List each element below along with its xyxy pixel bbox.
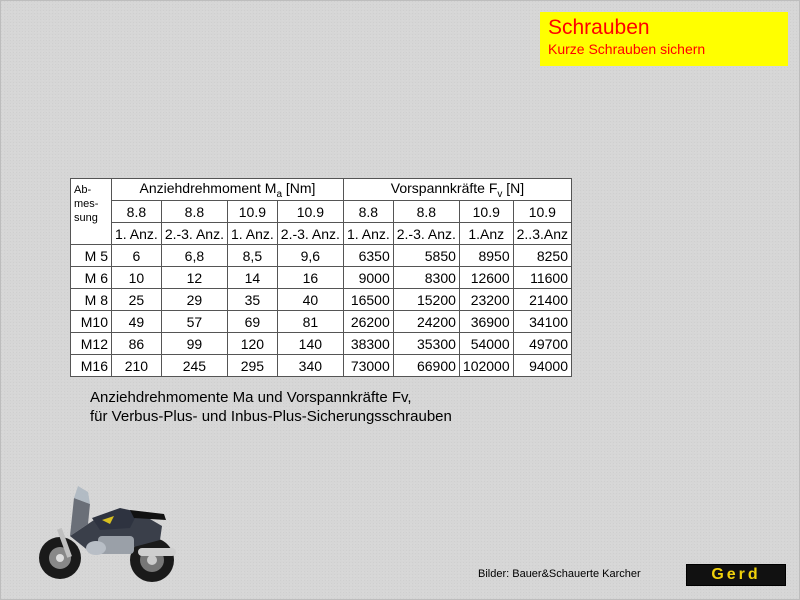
size-cell: M16 xyxy=(71,355,112,377)
value-cell: 8300 xyxy=(393,267,459,289)
size-cell: M12 xyxy=(71,333,112,355)
abmessung-header xyxy=(71,179,112,245)
data-body xyxy=(71,245,572,377)
group-preload-unit: [N] xyxy=(502,179,525,196)
value-cell: 9000 xyxy=(343,267,393,289)
table-row xyxy=(71,267,572,289)
value-cell: 25 xyxy=(112,289,162,311)
value-cell: 6,8 xyxy=(161,245,227,267)
value-cell: 8950 xyxy=(459,245,513,267)
group-preload-label: Vorspannkräfte F xyxy=(390,179,498,196)
value-cell: 9,6 xyxy=(277,245,343,267)
value-cell: 99 xyxy=(161,333,227,355)
size-cell: M 6 xyxy=(71,267,112,289)
caption xyxy=(90,388,452,426)
value-cell: 21400 xyxy=(513,289,571,311)
table-row xyxy=(71,289,572,311)
abmessung-label: Ab- mes- sung xyxy=(74,184,99,224)
value-cell: 8,5 xyxy=(227,245,277,267)
value-cell: 73000 xyxy=(343,355,393,377)
size-cell: M10 xyxy=(71,311,112,333)
value-cell: 14 xyxy=(227,267,277,289)
value-cell: 11600 xyxy=(513,267,571,289)
anz-cell: 1.Anz xyxy=(459,223,513,245)
value-cell: 16500 xyxy=(343,289,393,311)
anz-cell: 2.-3. Anz. xyxy=(161,223,227,245)
value-cell: 23200 xyxy=(459,289,513,311)
anz-row xyxy=(71,223,572,245)
value-cell: 57 xyxy=(161,311,227,333)
brand-logo: Gerd xyxy=(686,564,786,586)
value-cell: 140 xyxy=(277,333,343,355)
class-cell: 8.8 xyxy=(161,201,227,223)
anz-cell: 1. Anz. xyxy=(112,223,162,245)
class-cell: 8.8 xyxy=(393,201,459,223)
value-cell: 69 xyxy=(227,311,277,333)
value-cell: 29 xyxy=(161,289,227,311)
value-cell: 49 xyxy=(112,311,162,333)
value-cell: 6 xyxy=(112,245,162,267)
caption-line2: für Verbus-Plus- und Inbus-Plus-Sicherungsschrauben xyxy=(90,408,452,425)
value-cell: 295 xyxy=(227,355,277,377)
value-cell: 245 xyxy=(161,355,227,377)
class-cell: 10.9 xyxy=(277,201,343,223)
class-cell: 10.9 xyxy=(227,201,277,223)
value-cell: 24200 xyxy=(393,311,459,333)
title-box xyxy=(540,12,788,66)
class-cell: 10.9 xyxy=(459,201,513,223)
value-cell: 5850 xyxy=(393,245,459,267)
value-cell: 86 xyxy=(112,333,162,355)
value-cell: 26200 xyxy=(343,311,393,333)
table-row xyxy=(71,311,572,333)
anz-cell: 1. Anz. xyxy=(343,223,393,245)
motorcycle-image xyxy=(30,478,190,588)
spec-table xyxy=(70,178,572,377)
table-row xyxy=(71,355,572,377)
value-cell: 120 xyxy=(227,333,277,355)
group-torque-label: Anziehdrehmoment M xyxy=(139,179,277,196)
value-cell: 102000 xyxy=(459,355,513,377)
value-cell: 210 xyxy=(112,355,162,377)
value-cell: 340 xyxy=(277,355,343,377)
value-cell: 38300 xyxy=(343,333,393,355)
anz-cell: 2..3.Anz xyxy=(513,223,571,245)
image-credits: Bilder: Bauer&Schauerte Karcher xyxy=(478,568,641,580)
size-cell: M 5 xyxy=(71,245,112,267)
value-cell: 6350 xyxy=(343,245,393,267)
title-main: Schrauben xyxy=(548,16,650,39)
value-cell: 66900 xyxy=(393,355,459,377)
class-cell: 8.8 xyxy=(343,201,393,223)
value-cell: 16 xyxy=(277,267,343,289)
value-cell: 8250 xyxy=(513,245,571,267)
class-cell: 10.9 xyxy=(513,201,571,223)
value-cell: 34100 xyxy=(513,311,571,333)
group-preload-sub: v xyxy=(497,188,503,200)
class-row xyxy=(71,201,572,223)
value-cell: 49700 xyxy=(513,333,571,355)
value-cell: 12 xyxy=(161,267,227,289)
value-cell: 15200 xyxy=(393,289,459,311)
class-cell: 8.8 xyxy=(112,201,162,223)
group-preload-header xyxy=(343,179,571,201)
value-cell: 81 xyxy=(277,311,343,333)
anz-cell: 2.-3. Anz. xyxy=(393,223,459,245)
value-cell: 94000 xyxy=(513,355,571,377)
value-cell: 54000 xyxy=(459,333,513,355)
group-torque-header xyxy=(112,179,344,201)
value-cell: 40 xyxy=(277,289,343,311)
value-cell: 36900 xyxy=(459,311,513,333)
title-sub: Kurze Schrauben sichern xyxy=(548,41,706,57)
group-torque-unit: [Nm] xyxy=(282,179,316,196)
value-cell: 35 xyxy=(227,289,277,311)
anz-cell: 2.-3. Anz. xyxy=(277,223,343,245)
caption-line1: Anziehdrehmomente Ma und Vorspannkräfte Fv, xyxy=(90,389,412,406)
value-cell: 12600 xyxy=(459,267,513,289)
anz-cell: 1. Anz. xyxy=(227,223,277,245)
size-cell: M 8 xyxy=(71,289,112,311)
table-row xyxy=(71,333,572,355)
value-cell: 35300 xyxy=(393,333,459,355)
group-torque-sub: a xyxy=(276,188,282,200)
value-cell: 10 xyxy=(112,267,162,289)
table-row xyxy=(71,245,572,267)
